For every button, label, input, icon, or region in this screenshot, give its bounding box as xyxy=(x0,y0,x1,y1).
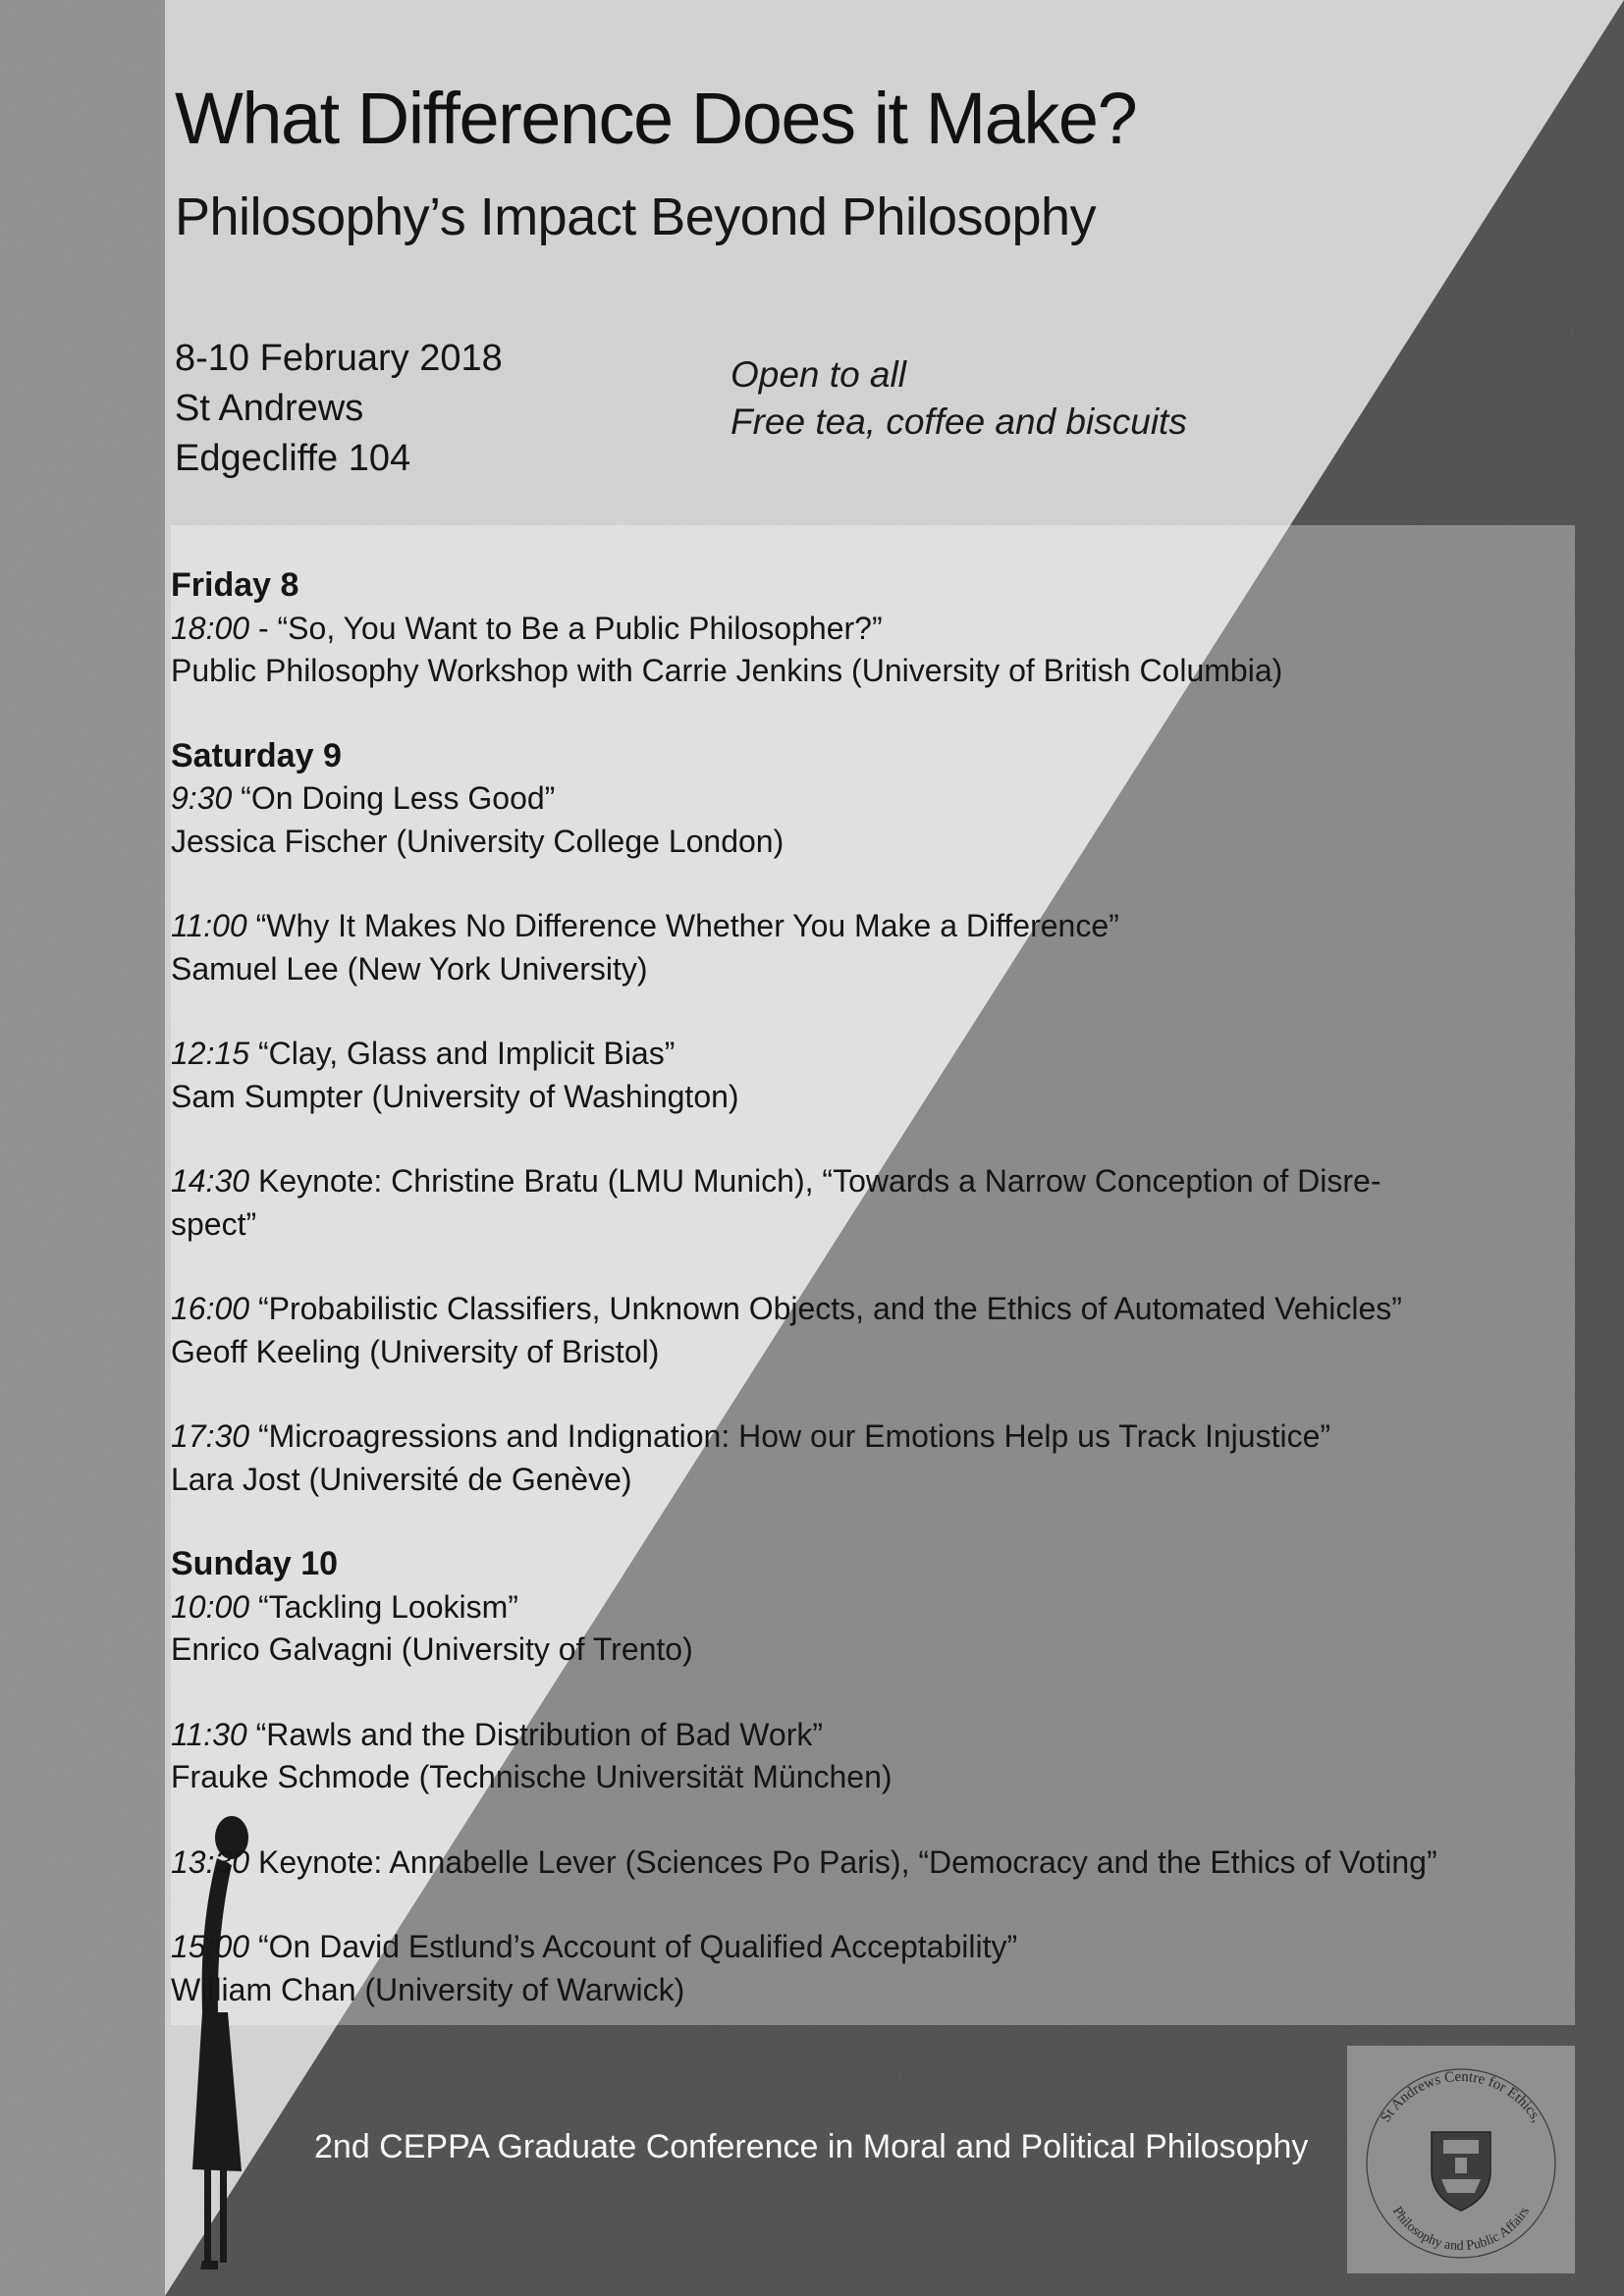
session-speaker: Lara Jost (Université de Genève) xyxy=(171,1461,632,1497)
session-title-text: “On David Estlund’s Account of Qualified Acceptability” xyxy=(249,1929,1018,1964)
session-time: 17:30 xyxy=(171,1418,250,1454)
session-title-text: - “So, You Want to Be a Public Philosopher?” xyxy=(249,610,883,646)
session-title-text: “Rawls and the Distribution of Bad Work” xyxy=(246,1716,824,1752)
session-time: 11:30 xyxy=(171,1716,247,1752)
session-title xyxy=(171,1033,1575,1076)
session-title xyxy=(171,1288,1575,1331)
session-speaker: Jessica Fischer (University College London) xyxy=(171,823,785,859)
event-city: St Andrews xyxy=(175,388,364,429)
session-time: 12:15 xyxy=(171,1036,250,1071)
session-title-text: “Clay, Glass and Implicit Bias” xyxy=(249,1036,676,1071)
session-title xyxy=(171,1714,1575,1757)
session-title-text: “Probabilistic Classifiers, Unknown Objects, and the Ethics of Automated Vehicles” xyxy=(249,1291,1402,1326)
session-speaker: Sam Sumpter (University of Washington) xyxy=(171,1078,739,1114)
session-time: 10:00 xyxy=(171,1588,250,1625)
svg-text:Philosophy and Public Affairs: Philosophy and Public Affairs xyxy=(1389,2204,1533,2255)
poster-subtitle: Philosophy’s Impact Beyond Philosophy xyxy=(175,187,1097,246)
day-heading-friday: Friday 8 xyxy=(171,566,299,604)
session-title-text: “Tackling Lookism” xyxy=(249,1588,518,1625)
refreshments-note: Free tea, coffee and biscuits xyxy=(731,401,1187,442)
session-title-text: Keynote: Annabelle Lever (Sciences Po Paris), “Democracy and the Ethics of Voting” xyxy=(249,1843,1437,1880)
session-speaker: Enrico Galvagni (University of Trento) xyxy=(171,1631,693,1667)
session-title xyxy=(171,1415,1575,1459)
session-speaker: Samuel Lee (New York University) xyxy=(171,950,648,987)
access-info xyxy=(731,351,1187,446)
session-speaker: Public Philosophy Workshop with Carrie Jenkins (University of British Columbia) xyxy=(171,653,1283,688)
session-speaker: Frauke Schmode (Technische Universität München) xyxy=(171,1759,893,1794)
programme xyxy=(171,564,1575,2011)
session-title-text: “Why It Makes No Difference Whether You Make a Difference” xyxy=(246,908,1119,943)
session-time: 18:00 xyxy=(171,610,250,646)
conference-name: 2nd CEPPA Graduate Conference in Moral and Political Philosophy xyxy=(314,2128,1309,2165)
session-title xyxy=(171,1160,1575,1203)
day-heading-sunday: Sunday 10 xyxy=(171,1545,339,1582)
session-time: 11:00 xyxy=(171,908,247,943)
session-speaker: spect” xyxy=(171,1205,257,1242)
event-date: 8-10 February 2018 xyxy=(175,338,503,379)
open-to-all-note: Open to all xyxy=(731,354,906,395)
poster-title: What Difference Does it Make? xyxy=(175,78,1137,159)
session-title xyxy=(171,1586,1575,1629)
session-title-text: “Microagressions and Indignation: How our Emotions Help us Track Injustice” xyxy=(249,1418,1331,1454)
event-room: Edgecliffe 104 xyxy=(175,438,411,479)
session-title xyxy=(171,608,1575,651)
session-time: 13:30 xyxy=(171,1843,250,1880)
session-time: 16:00 xyxy=(171,1291,250,1326)
session-speaker: William Chan (University of Warwick) xyxy=(171,1971,685,2007)
session-time: 9:30 xyxy=(171,780,233,816)
svg-text:St Andrews Centre for Ethics,: St Andrews Centre for Ethics, xyxy=(1378,2068,1544,2126)
ceppa-seal-logo xyxy=(1347,2046,1575,2273)
session-title-text: “On Doing Less Good” xyxy=(232,780,556,816)
session-time: 15:00 xyxy=(171,1929,250,1964)
session-title xyxy=(171,1842,1575,1885)
session-title-text: Keynote: Christine Bratu (LMU Munich), “Towards a Narrow Conception of Disre- xyxy=(249,1163,1381,1199)
session-title xyxy=(171,905,1575,948)
session-time: 14:30 xyxy=(171,1163,250,1199)
session-speaker: Geoff Keeling (University of Bristol) xyxy=(171,1333,660,1369)
session-title xyxy=(171,777,1575,821)
day-heading-saturday: Saturday 9 xyxy=(171,736,342,774)
venue-info xyxy=(175,334,503,484)
session-title xyxy=(171,1926,1575,1969)
